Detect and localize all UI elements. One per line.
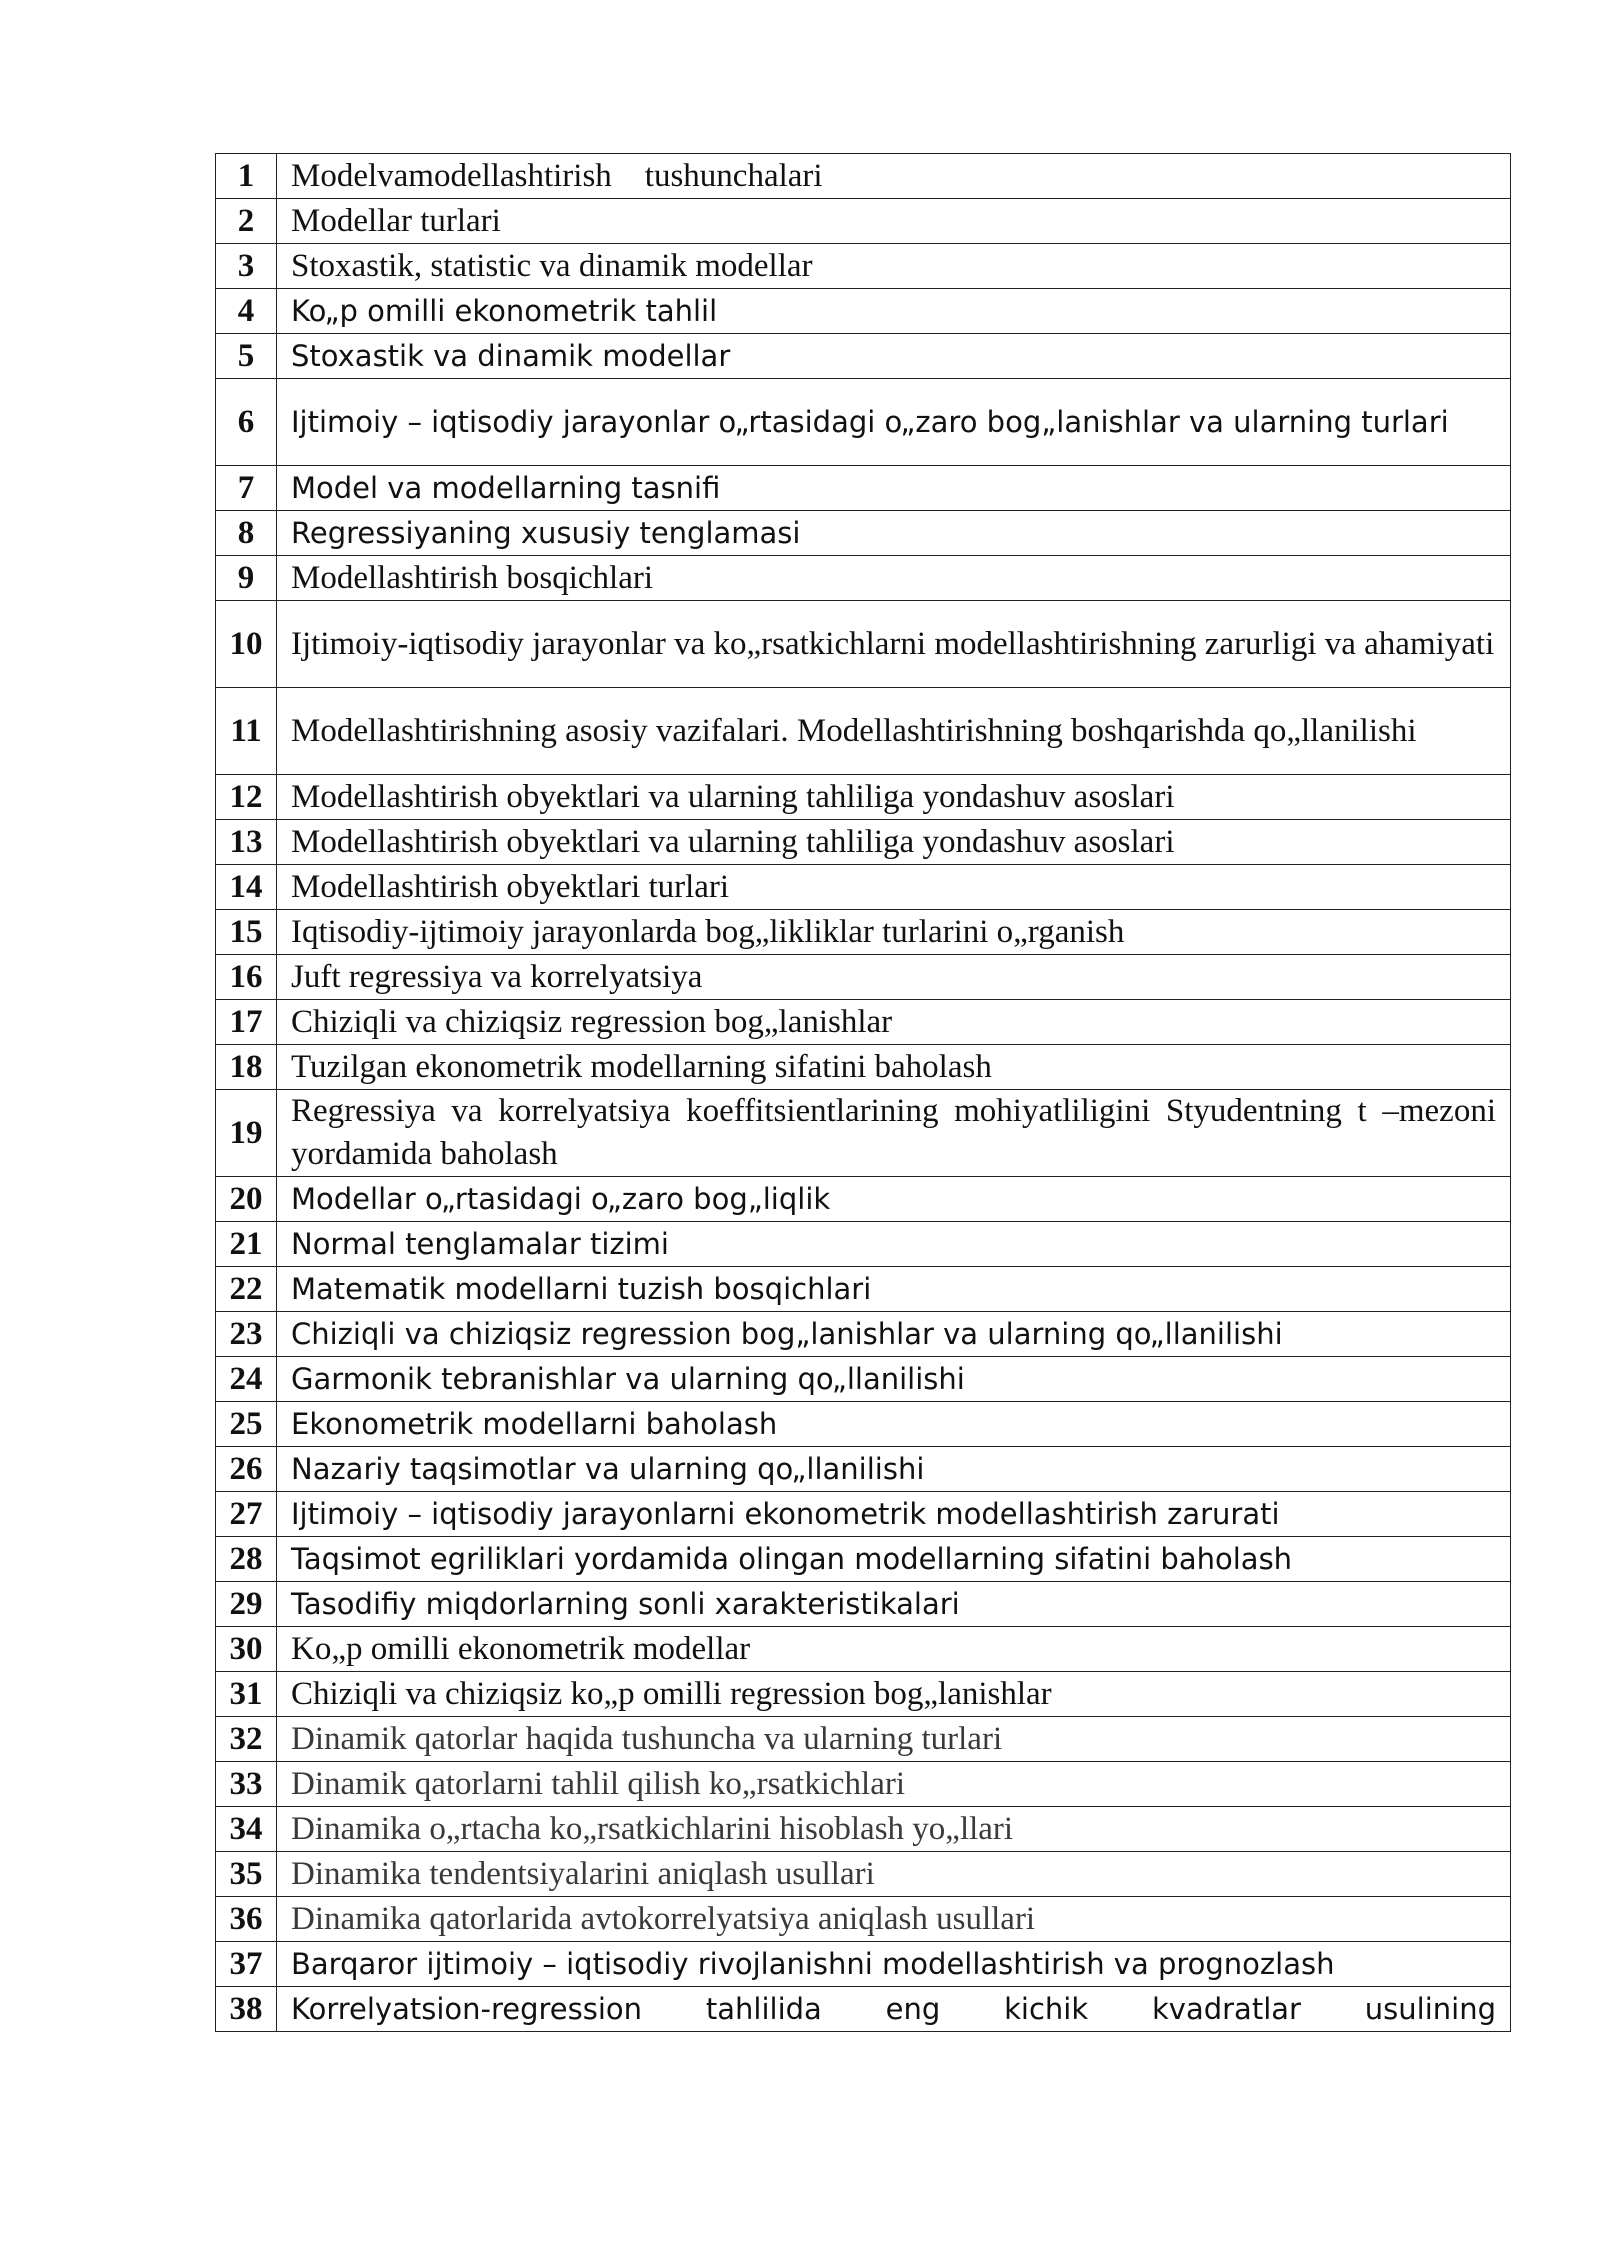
table-row: [216, 775, 1511, 820]
topic-title: Tuzilgan ekonometrik modellarning sifatini baholash: [277, 1045, 1511, 1090]
row-number: 38: [216, 1987, 277, 2032]
table-row: [216, 1537, 1511, 1582]
table-row: [216, 1090, 1511, 1177]
topic-title: Modellar turlari: [277, 199, 1511, 244]
table-row: [216, 820, 1511, 865]
table-row: [216, 1312, 1511, 1357]
row-number: 34: [216, 1807, 277, 1852]
row-number: 14: [216, 865, 277, 910]
row-number: 13: [216, 820, 277, 865]
table-row: [216, 244, 1511, 289]
topic-title: Ijtimoiy – iqtisodiy jarayonlar o„rtasidagi o„zaro bog„lanishlar va ularning turlari: [277, 379, 1511, 466]
table-row: [216, 1357, 1511, 1402]
row-number: 8: [216, 511, 277, 556]
topic-title: Tasodifiy miqdorlarning sonli xarakteristikalari: [277, 1582, 1511, 1627]
topic-title: Normal tenglamalar tizimi: [277, 1222, 1511, 1267]
row-number: 2: [216, 199, 277, 244]
table-row: [216, 1807, 1511, 1852]
row-number: 26: [216, 1447, 277, 1492]
topic-title: Model va modellarning tasnifi: [277, 466, 1511, 511]
table-row: [216, 865, 1511, 910]
row-number: 1: [216, 154, 277, 199]
row-number: 24: [216, 1357, 277, 1402]
table-row: [216, 1267, 1511, 1312]
row-number: 19: [216, 1090, 277, 1177]
table-row: [216, 1582, 1511, 1627]
row-number: 27: [216, 1492, 277, 1537]
topic-title: Modellashtirish obyektlari va ularning tahliliga yondashuv asoslari: [277, 820, 1511, 865]
row-number: 37: [216, 1942, 277, 1987]
topic-title: Chiziqli va chiziqsiz regression bog„lanishlar: [277, 1000, 1511, 1045]
row-number: 20: [216, 1177, 277, 1222]
row-number: 5: [216, 334, 277, 379]
table-row: [216, 1000, 1511, 1045]
topic-title: Regressiyaning xususiy tenglamasi: [277, 511, 1511, 556]
row-number: 32: [216, 1717, 277, 1762]
topic-title: Ko„p omilli ekonometrik modellar: [277, 1627, 1511, 1672]
row-number: 17: [216, 1000, 277, 1045]
row-number: 18: [216, 1045, 277, 1090]
table-row: [216, 1852, 1511, 1897]
row-number: 23: [216, 1312, 277, 1357]
row-number: 7: [216, 466, 277, 511]
topic-title: Regressiya va korrelyatsiya koeffitsientlarining mohiyatliligini Styudentning t –mezoni yordamida baholash: [277, 1090, 1511, 1177]
topic-title: Juft regressiya va korrelyatsiya: [277, 955, 1511, 1000]
row-number: 33: [216, 1762, 277, 1807]
topic-title: Dinamik qatorlarni tahlil qilish ko„rsatkichlari: [277, 1762, 1511, 1807]
row-number: 11: [216, 688, 277, 775]
topic-title: Modellashtirish bosqichlari: [277, 556, 1511, 601]
table-row: [216, 1045, 1511, 1090]
topic-title: Taqsimot egriliklari yordamida olingan modellarning sifatini baholash: [277, 1537, 1511, 1582]
topic-title: Chiziqli va chiziqsiz regression bog„lanishlar va ularning qo„llanilishi: [277, 1312, 1511, 1357]
table-row: [216, 511, 1511, 556]
row-number: 9: [216, 556, 277, 601]
table-row: [216, 1942, 1511, 1987]
table-row: [216, 1627, 1511, 1672]
topic-title: Barqaror ijtimoiy – iqtisodiy rivojlanishni modellashtirish va prognozlash: [277, 1942, 1511, 1987]
row-number: 36: [216, 1897, 277, 1942]
table-row: [216, 379, 1511, 466]
table-row: [216, 955, 1511, 1000]
topic-title: Stoxastik, statistic va dinamik modellar: [277, 244, 1511, 289]
table-row: [216, 910, 1511, 955]
table-row: [216, 154, 1511, 199]
table-row: [216, 1717, 1511, 1762]
table-row: [216, 1672, 1511, 1717]
row-number: 16: [216, 955, 277, 1000]
row-number: 4: [216, 289, 277, 334]
topic-title: Modellashtirish obyektlari turlari: [277, 865, 1511, 910]
row-number: 25: [216, 1402, 277, 1447]
topic-title: Ko„p omilli ekonometrik tahlil: [277, 289, 1511, 334]
table-row: [216, 1987, 1511, 2032]
table-row: [216, 601, 1511, 688]
row-number: 12: [216, 775, 277, 820]
topic-title: Modelvamodellashtirish tushunchalari: [277, 154, 1511, 199]
row-number: 30: [216, 1627, 277, 1672]
topic-title: Ijtimoiy-iqtisodiy jarayonlar va ko„rsatkichlarni modellashtirishning zarurligi va ahamiyati: [277, 601, 1511, 688]
table-row: [216, 1762, 1511, 1807]
row-number: 15: [216, 910, 277, 955]
topic-title: Dinamika o„rtacha ko„rsatkichlarini hisoblash yo„llari: [277, 1807, 1511, 1852]
row-number: 6: [216, 379, 277, 466]
table-row: [216, 199, 1511, 244]
topic-title: Modellashtirish obyektlari va ularning tahliliga yondashuv asoslari: [277, 775, 1511, 820]
topic-title: Nazariy taqsimotlar va ularning qo„llanilishi: [277, 1447, 1511, 1492]
table-row: [216, 466, 1511, 511]
table-row: [216, 289, 1511, 334]
topic-title: Iqtisodiy-ijtimoiy jarayonlarda bog„likliklar turlarini o„rganish: [277, 910, 1511, 955]
table-row: [216, 1492, 1511, 1537]
topic-title: Garmonik tebranishlar va ularning qo„llanilishi: [277, 1357, 1511, 1402]
row-number: 3: [216, 244, 277, 289]
row-number: 29: [216, 1582, 277, 1627]
table-row: [216, 334, 1511, 379]
topic-title: Chiziqli va chiziqsiz ko„p omilli regression bog„lanishlar: [277, 1672, 1511, 1717]
table-row: [216, 1177, 1511, 1222]
topic-title: Stoxastik va dinamik modellar: [277, 334, 1511, 379]
table-row: [216, 556, 1511, 601]
topic-title: Dinamik qatorlar haqida tushuncha va ularning turlari: [277, 1717, 1511, 1762]
row-number: 35: [216, 1852, 277, 1897]
row-number: 22: [216, 1267, 277, 1312]
topic-title: Ijtimoiy – iqtisodiy jarayonlarni ekonometrik modellashtirish zarurati: [277, 1492, 1511, 1537]
row-number: 10: [216, 601, 277, 688]
topic-title: Ekonometrik modellarni baholash: [277, 1402, 1511, 1447]
topic-title: Dinamika tendentsiyalarini aniqlash usullari: [277, 1852, 1511, 1897]
topic-title: Korrelyatsion-regression tahlilida eng kichik kvadratlar usulining: [277, 1987, 1511, 2032]
table-row: [216, 1222, 1511, 1267]
row-number: 31: [216, 1672, 277, 1717]
topic-title: Matematik modellarni tuzish bosqichlari: [277, 1267, 1511, 1312]
table-row: [216, 688, 1511, 775]
row-number: 21: [216, 1222, 277, 1267]
table-row: [216, 1897, 1511, 1942]
table-row: [216, 1447, 1511, 1492]
table-row: [216, 1402, 1511, 1447]
topic-title: Dinamika qatorlarida avtokorrelyatsiya aniqlash usullari: [277, 1897, 1511, 1942]
topic-title: Modellashtirishning asosiy vazifalari. Modellashtirishning boshqarishda qo„llanilishi: [277, 688, 1511, 775]
topic-title: Modellar o„rtasidagi o„zaro bog„liqlik: [277, 1177, 1511, 1222]
row-number: 28: [216, 1537, 277, 1582]
topics-table: [215, 153, 1511, 2032]
